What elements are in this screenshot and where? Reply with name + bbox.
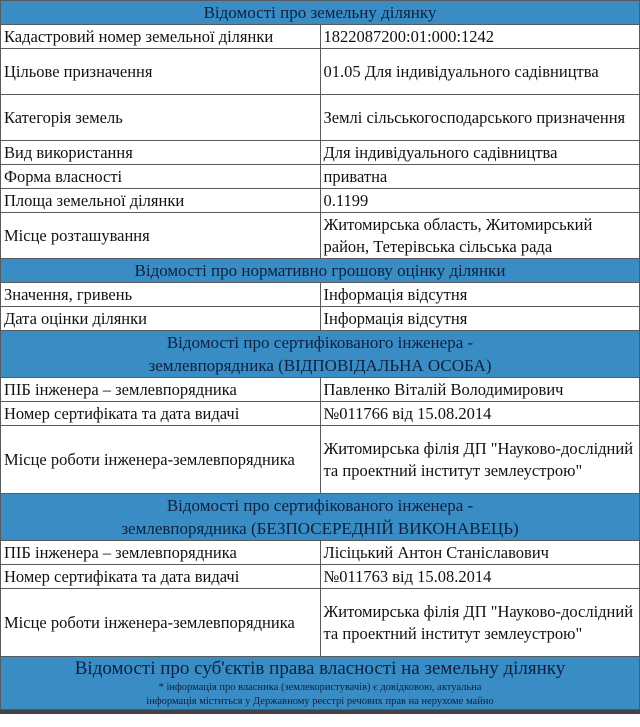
table-row bbox=[1, 378, 640, 402]
owners-note: * інформація про власника (землекористувачів) є довідковою, актуальна bbox=[158, 682, 482, 693]
table-row bbox=[1, 49, 640, 95]
row-value: Павленко Віталій Володимирович bbox=[320, 378, 640, 402]
row-label: Місце роботи інженера-землевпорядника bbox=[1, 426, 321, 494]
table-row bbox=[1, 25, 640, 49]
row-value: 01.05 Для індивідуального садівництва bbox=[320, 49, 640, 95]
header-line: землевпорядника (БЕЗПОСЕРЕДНІЙ ВИКОНАВЕЦЬ) bbox=[121, 519, 519, 538]
row-label: Значення, гривень bbox=[1, 283, 321, 307]
row-label: Форма власності bbox=[1, 165, 321, 189]
table-row bbox=[1, 402, 640, 426]
row-label: ПІБ інженера – землевпорядника bbox=[1, 541, 321, 565]
section-header-land: Відомості про земельну ділянку bbox=[1, 1, 640, 25]
row-label: Номер сертифіката та дата видачі bbox=[1, 565, 321, 589]
row-value: №011766 від 15.08.2014 bbox=[320, 402, 640, 426]
row-value: Лісіцький Антон Станіславович bbox=[320, 541, 640, 565]
row-value: Інформація відсутня bbox=[320, 307, 640, 331]
row-label: Дата оцінки ділянки bbox=[1, 307, 321, 331]
row-label: Кадастровий номер земельної ділянки bbox=[1, 25, 321, 49]
row-value: 1822087200:01:000:1242 bbox=[320, 25, 640, 49]
table-row bbox=[1, 213, 640, 259]
table-row bbox=[1, 283, 640, 307]
table-row bbox=[1, 541, 640, 565]
table-row bbox=[1, 589, 640, 657]
header-line: Відомості про сертифікованого інженера - bbox=[166, 496, 474, 515]
row-value: 0.1199 bbox=[320, 189, 640, 213]
table-row bbox=[1, 307, 640, 331]
owners-title: Відомості про суб'єктів права власності на земельну ділянку bbox=[74, 658, 566, 679]
row-value: Інформація відсутня bbox=[320, 283, 640, 307]
row-value: №011763 від 15.08.2014 bbox=[320, 565, 640, 589]
row-label: Категорія земель bbox=[1, 95, 321, 141]
section-header-engineer-responsible bbox=[1, 331, 640, 378]
table-row bbox=[1, 95, 640, 141]
row-label: Номер сертифіката та дата видачі bbox=[1, 402, 321, 426]
row-label: Вид використання bbox=[1, 141, 321, 165]
row-value: приватна bbox=[320, 165, 640, 189]
row-value: Житомирська філія ДП "Науково-дослідний та проектний інститут землеустрою" bbox=[320, 426, 640, 494]
header-line: Відомості про сертифікованого інженера - bbox=[166, 333, 474, 352]
row-label: Місце роботи інженера-землевпорядника bbox=[1, 589, 321, 657]
row-label: Площа земельної ділянки bbox=[1, 189, 321, 213]
row-value: Землі сільськогосподарського призначення bbox=[320, 95, 640, 141]
bottom-divider bbox=[0, 710, 640, 714]
table-row bbox=[1, 189, 640, 213]
section-header-engineer-executor bbox=[1, 494, 640, 541]
row-value: Для індивідуального садівництва bbox=[320, 141, 640, 165]
table-row bbox=[1, 565, 640, 589]
table-row bbox=[1, 165, 640, 189]
row-value: Житомирська філія ДП "Науково-дослідний та проектний інститут землеустрою" bbox=[320, 589, 640, 657]
row-value: Житомирська область, Житомирський район, Тетерівська сільська рада bbox=[320, 213, 640, 259]
section-header-owners bbox=[1, 657, 640, 710]
table-row bbox=[1, 141, 640, 165]
owners-note: інформація міститься у Державному реєстрі речових прав на нерухоме майно bbox=[146, 696, 494, 707]
row-label: ПІБ інженера – землевпорядника bbox=[1, 378, 321, 402]
table-row bbox=[1, 426, 640, 494]
section-header-valuation: Відомості про нормативно грошову оцінку ділянки bbox=[1, 259, 640, 283]
header-line: землевпорядника (ВІДПОВІДАЛЬНА ОСОБА) bbox=[148, 356, 492, 375]
row-label: Місце розташування bbox=[1, 213, 321, 259]
row-label: Цільове призначення bbox=[1, 49, 321, 95]
